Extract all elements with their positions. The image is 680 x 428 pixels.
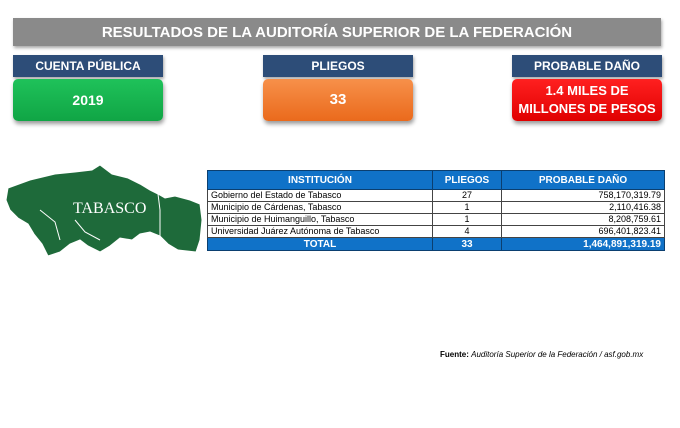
source-label: Fuente: xyxy=(440,350,469,359)
cell-institucion: Municipio de Huimanguillo, Tabasco xyxy=(208,214,433,226)
cell-pliegos: 1 xyxy=(433,202,502,214)
table-row xyxy=(208,214,665,226)
total-pliegos: 33 xyxy=(433,238,502,251)
cell-institucion: Universidad Juárez Autónoma de Tabasco xyxy=(208,226,433,238)
cuenta-publica-value: 2019 xyxy=(13,79,163,121)
table-row xyxy=(208,226,665,238)
cell-institucion: Gobierno del Estado de Tabasco xyxy=(208,190,433,202)
source-note xyxy=(440,350,643,359)
cell-probable-dano: 8,208,759.61 xyxy=(502,214,665,226)
column-header-pliegos: PLIEGOS xyxy=(433,171,502,190)
table-header-row xyxy=(208,171,665,190)
cell-probable-dano: 2,110,416.38 xyxy=(502,202,665,214)
total-label: TOTAL xyxy=(208,238,433,251)
pliegos-value: 33 xyxy=(263,79,413,121)
results-table xyxy=(207,170,665,251)
total-probable-dano: 1,464,891,319.19 xyxy=(502,238,665,251)
table-row xyxy=(208,190,665,202)
probable-dano-label: PROBABLE DAÑO xyxy=(512,55,662,77)
cuenta-publica-label: CUENTA PÚBLICA xyxy=(13,55,163,77)
probable-dano-value: 1.4 MILES DE MILLONES DE PESOS xyxy=(512,79,662,121)
map-label: TABASCO xyxy=(73,200,147,217)
cell-pliegos: 1 xyxy=(433,214,502,226)
cell-pliegos: 4 xyxy=(433,226,502,238)
cell-probable-dano: 758,170,319.79 xyxy=(502,190,665,202)
cell-institucion: Municipio de Cárdenas, Tabasco xyxy=(208,202,433,214)
cell-pliegos: 27 xyxy=(433,190,502,202)
column-header-probable-dano: PROBABLE DAÑO xyxy=(502,171,665,190)
column-header-institucion: INSTITUCIÓN xyxy=(208,171,433,190)
pliegos-label: PLIEGOS xyxy=(263,55,413,77)
table-row xyxy=(208,202,665,214)
table-total-row xyxy=(208,238,665,251)
source-text: Auditoría Superior de la Federación / asf.gob.mx xyxy=(471,350,644,359)
cell-probable-dano: 696,401,823.41 xyxy=(502,226,665,238)
page-title: RESULTADOS DE LA AUDITORÍA SUPERIOR DE LA FEDERACIÓN xyxy=(13,18,661,46)
